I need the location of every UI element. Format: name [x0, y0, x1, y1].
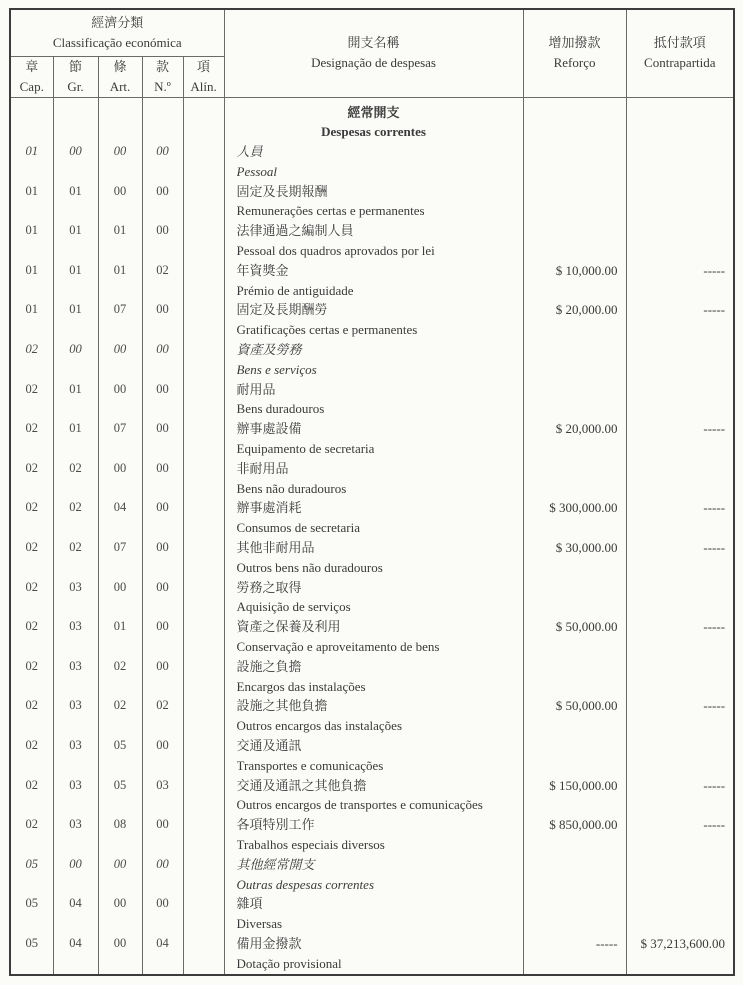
alin-code: [183, 300, 224, 340]
num-code: 00: [142, 498, 183, 538]
reforco-amount: $ 50,000.00: [523, 617, 626, 657]
designation-cell: [224, 380, 523, 420]
reforco-header: [523, 9, 626, 97]
num-code: 00: [142, 538, 183, 578]
alin-code: [183, 696, 224, 736]
contrapartida-amount: [626, 221, 734, 261]
designation-zh: 資產及勞務: [236, 342, 302, 358]
designation-zh: 非耐用品: [236, 460, 289, 476]
gr-code: 03: [53, 696, 98, 736]
designation-pt: Pessoal dos quadros aprovados por lei: [236, 243, 435, 259]
reforco-amount: $ 300,000.00: [523, 498, 626, 538]
section-title-cell: [224, 97, 523, 142]
num-code: 03: [142, 776, 183, 816]
section-title-pt: Despesas correntes: [321, 124, 426, 140]
art-code: 00: [98, 578, 142, 618]
section-header-row: [10, 97, 734, 142]
designation-cell: [224, 261, 523, 301]
contrapartida-amount: [626, 855, 734, 895]
col-header-cap: [10, 56, 53, 97]
designation-pt: Prémio de antiguidade: [236, 282, 354, 298]
contrapartida-amount: $ 37,213,600.00: [626, 934, 734, 975]
contrapartida-amount: -----: [626, 498, 734, 538]
empty-gr-cell: [53, 97, 98, 142]
contrapartida-amount: -----: [626, 696, 734, 736]
section-title-zh: 經常開支: [347, 104, 400, 120]
num-code: 00: [142, 459, 183, 499]
designation-pt: Equipamento de secretaria: [236, 441, 375, 457]
contrapartida-amount: [626, 459, 734, 499]
reforco-amount: [523, 142, 626, 182]
contrapartida-amount: [626, 340, 734, 380]
cap-code: 02: [10, 340, 53, 380]
table-row: [10, 142, 734, 182]
designation-pt: Conservação e aproveitamento de bens: [236, 639, 440, 655]
cap-code: 05: [10, 934, 53, 975]
reforco-amount: -----: [523, 934, 626, 975]
contrapartida-amount: [626, 380, 734, 420]
table-row: [10, 578, 734, 618]
table-row: [10, 855, 734, 895]
designation-zh: 年資獎金: [236, 262, 289, 278]
reforco-amount: $ 10,000.00: [523, 261, 626, 301]
designation-zh: 設施之其他負擔: [236, 698, 328, 714]
art-code: 00: [98, 855, 142, 895]
designation-cell: [224, 300, 523, 340]
designation-pt: Bens não duradouros: [236, 480, 347, 496]
table-row: [10, 300, 734, 340]
col-header-alin-zh: 項: [197, 58, 211, 74]
contrapartida-amount: [626, 578, 734, 618]
contrapartida-amount: [626, 736, 734, 776]
contrapartida-amount: -----: [626, 261, 734, 301]
col-header-gr: [53, 56, 98, 97]
classification-header-pt: Classificação económica: [52, 34, 182, 50]
cap-code: 02: [10, 538, 53, 578]
contrapartida-header-pt: Contrapartida: [644, 55, 716, 71]
contrapartida-header: [626, 9, 734, 97]
gr-code: 00: [53, 855, 98, 895]
col-header-art-pt: Art.: [109, 78, 131, 94]
gr-code: 01: [53, 182, 98, 222]
budget-table: [9, 8, 735, 976]
designation-cell: [224, 419, 523, 459]
cap-code: 02: [10, 617, 53, 657]
reforco-amount: $ 50,000.00: [523, 696, 626, 736]
designation-pt: Outros encargos de transportes e comunicações: [236, 797, 483, 813]
table-row: [10, 459, 734, 499]
designation-zh: 資產之保養及利用: [236, 619, 341, 635]
col-header-alin: [183, 56, 224, 97]
gr-code: 03: [53, 815, 98, 855]
designation-cell: [224, 498, 523, 538]
num-code: 00: [142, 380, 183, 420]
num-code: 02: [142, 261, 183, 301]
art-code: 00: [98, 340, 142, 380]
art-code: 00: [98, 894, 142, 934]
gr-code: 03: [53, 776, 98, 816]
cap-code: 02: [10, 380, 53, 420]
contrapartida-amount: [626, 182, 734, 222]
alin-code: [183, 815, 224, 855]
num-code: 04: [142, 934, 183, 975]
reforco-amount: [523, 894, 626, 934]
designation-pt: Gratificações certas e permanentes: [236, 322, 418, 338]
designation-header-zh: 開支名稱: [347, 35, 400, 51]
contrapartida-amount: -----: [626, 776, 734, 816]
art-code: 01: [98, 617, 142, 657]
num-code: 00: [142, 617, 183, 657]
num-code: 00: [142, 340, 183, 380]
empty-art-cell: [98, 97, 142, 142]
designation-zh: 其他非耐用品: [236, 540, 315, 556]
cap-code: 02: [10, 459, 53, 499]
reforco-amount: [523, 855, 626, 895]
empty-alin-cell: [183, 97, 224, 142]
num-code: 02: [142, 696, 183, 736]
gr-code: 02: [53, 459, 98, 499]
designation-cell: [224, 578, 523, 618]
col-header-num: [142, 56, 183, 97]
designation-zh: 人員: [236, 144, 263, 160]
reforco-amount: $ 20,000.00: [523, 419, 626, 459]
designation-pt: Trabalhos especiais diversos: [236, 836, 385, 852]
col-header-num-pt: N.º: [154, 78, 171, 94]
cap-code: 01: [10, 182, 53, 222]
contrapartida-amount: -----: [626, 300, 734, 340]
num-code: 00: [142, 142, 183, 182]
table-row: [10, 696, 734, 736]
classification-header-zh: 經濟分類: [91, 14, 144, 30]
gr-code: 01: [53, 419, 98, 459]
contrapartida-amount: -----: [626, 617, 734, 657]
contrapartida-amount: [626, 894, 734, 934]
table-row: [10, 617, 734, 657]
num-code: 00: [142, 894, 183, 934]
reforco-amount: [523, 459, 626, 499]
gr-code: 01: [53, 300, 98, 340]
alin-code: [183, 894, 224, 934]
empty-contrapartida-cell: [626, 97, 734, 142]
reforco-amount: [523, 578, 626, 618]
cap-code: 02: [10, 776, 53, 816]
contrapartida-amount: [626, 657, 734, 697]
reforco-header-zh: 增加撥款: [548, 35, 601, 51]
num-code: 00: [142, 578, 183, 618]
designation-pt: Outras despesas correntes: [236, 876, 374, 892]
alin-code: [183, 736, 224, 776]
table-row: [10, 182, 734, 222]
designation-header: [224, 9, 523, 97]
gr-code: 03: [53, 736, 98, 776]
designation-zh: 交通及通訊之其他負擔: [236, 777, 367, 793]
classification-header: [10, 9, 224, 56]
cap-code: 05: [10, 855, 53, 895]
alin-code: [183, 538, 224, 578]
designation-cell: [224, 617, 523, 657]
designation-cell: [224, 934, 523, 975]
designation-pt: Aquisição de serviços: [236, 599, 351, 615]
designation-pt: Remunerações certas e permanentes: [236, 203, 425, 219]
art-code: 00: [98, 142, 142, 182]
designation-cell: [224, 538, 523, 578]
col-header-alin-pt: Alín.: [190, 78, 217, 94]
col-header-art-zh: 條: [113, 58, 127, 74]
designation-pt: Bens duradouros: [236, 401, 325, 417]
contrapartida-amount: -----: [626, 419, 734, 459]
col-header-art: [98, 56, 142, 97]
reforco-amount: [523, 182, 626, 222]
gr-code: 00: [53, 340, 98, 380]
table-row: [10, 538, 734, 578]
designation-cell: [224, 894, 523, 934]
num-code: 00: [142, 300, 183, 340]
art-code: 01: [98, 261, 142, 301]
gr-code: 00: [53, 142, 98, 182]
alin-code: [183, 855, 224, 895]
designation-cell: [224, 815, 523, 855]
reforco-amount: $ 150,000.00: [523, 776, 626, 816]
designation-pt: Consumos de secretaria: [236, 520, 361, 536]
num-code: 00: [142, 855, 183, 895]
reforco-amount: $ 850,000.00: [523, 815, 626, 855]
table-row: [10, 340, 734, 380]
cap-code: 02: [10, 498, 53, 538]
cap-code: 01: [10, 300, 53, 340]
designation-cell: [224, 657, 523, 697]
cap-code: 01: [10, 221, 53, 261]
designation-zh: 交通及通訊: [236, 738, 302, 753]
cap-code: 02: [10, 657, 53, 697]
designation-pt: Bens e serviços: [236, 361, 317, 377]
designation-cell: [224, 221, 523, 261]
gr-code: 03: [53, 578, 98, 618]
gr-code: 04: [53, 934, 98, 975]
designation-cell: [224, 142, 523, 182]
alin-code: [183, 380, 224, 420]
designation-zh: 固定及長期酬勞: [236, 302, 328, 318]
designation-zh: 勞務之取得: [236, 579, 302, 595]
designation-zh: 耐用品: [236, 381, 276, 397]
reforco-amount: $ 20,000.00: [523, 300, 626, 340]
art-code: 08: [98, 815, 142, 855]
designation-pt: Transportes e comunicações: [236, 757, 384, 773]
designation-pt: Diversas: [236, 916, 283, 932]
designation-pt: Pessoal: [236, 163, 277, 179]
reforco-amount: [523, 736, 626, 776]
num-code: 00: [142, 736, 183, 776]
empty-cap-cell: [10, 97, 53, 142]
designation-pt: Outros bens não duradouros: [236, 559, 383, 575]
table-row: [10, 261, 734, 301]
designation-header-pt: Designação de despesas: [311, 55, 436, 71]
designation-cell: [224, 182, 523, 222]
art-code: 00: [98, 380, 142, 420]
table-row: [10, 221, 734, 261]
contrapartida-amount: [626, 142, 734, 182]
art-code: 07: [98, 419, 142, 459]
designation-zh: 辦事處消耗: [236, 500, 302, 516]
art-code: 07: [98, 300, 142, 340]
alin-code: [183, 459, 224, 499]
alin-code: [183, 221, 224, 261]
reforco-amount: [523, 340, 626, 380]
table-row: [10, 934, 734, 975]
alin-code: [183, 261, 224, 301]
gr-code: 02: [53, 498, 98, 538]
contrapartida-amount: -----: [626, 815, 734, 855]
col-header-num-zh: 款: [155, 58, 169, 74]
empty-reforco-cell: [523, 97, 626, 142]
num-code: 00: [142, 182, 183, 222]
col-header-cap-pt: Cap.: [19, 78, 44, 94]
art-code: 04: [98, 498, 142, 538]
reforco-amount: [523, 221, 626, 261]
cap-code: 01: [10, 142, 53, 182]
reforco-header-pt: Reforço: [553, 55, 596, 71]
alin-code: [183, 419, 224, 459]
num-code: 00: [142, 657, 183, 697]
table-row: [10, 657, 734, 697]
art-code: 00: [98, 182, 142, 222]
table-row: [10, 815, 734, 855]
reforco-amount: [523, 657, 626, 697]
designation-pt: Outros encargos das instalações: [236, 718, 403, 734]
designation-zh: 其他經常開支: [236, 856, 315, 872]
art-code: 02: [98, 657, 142, 697]
gr-code: 01: [53, 380, 98, 420]
num-code: 00: [142, 419, 183, 459]
table-row: [10, 736, 734, 776]
num-code: 00: [142, 815, 183, 855]
cap-code: 01: [10, 261, 53, 301]
num-code: 00: [142, 221, 183, 261]
table-header: [10, 9, 734, 97]
designation-pt: Encargos das instalações: [236, 678, 366, 694]
art-code: 05: [98, 776, 142, 816]
cap-code: 02: [10, 578, 53, 618]
cap-code: 02: [10, 419, 53, 459]
cap-code: 05: [10, 894, 53, 934]
art-code: 05: [98, 736, 142, 776]
reforco-amount: $ 30,000.00: [523, 538, 626, 578]
alin-code: [183, 657, 224, 697]
designation-pt: Dotação provisional: [236, 955, 342, 971]
alin-code: [183, 182, 224, 222]
col-header-cap-zh: 章: [25, 58, 39, 74]
alin-code: [183, 617, 224, 657]
col-header-gr-zh: 節: [68, 58, 82, 74]
designation-zh: 法律通過之編制人員: [236, 223, 354, 239]
designation-cell: [224, 736, 523, 776]
art-code: 00: [98, 459, 142, 499]
designation-zh: 各項特別工作: [236, 817, 315, 833]
art-code: 02: [98, 696, 142, 736]
table-body: [10, 97, 734, 975]
designation-zh: 雜項: [236, 896, 263, 912]
table-row: [10, 380, 734, 420]
cap-code: 02: [10, 696, 53, 736]
cap-code: 02: [10, 815, 53, 855]
art-code: 01: [98, 221, 142, 261]
alin-code: [183, 340, 224, 380]
alin-code: [183, 776, 224, 816]
designation-cell: [224, 459, 523, 499]
designation-zh: 設施之負擔: [236, 658, 302, 674]
designation-zh: 備用金撥款: [236, 935, 302, 951]
gr-code: 01: [53, 261, 98, 301]
alin-code: [183, 934, 224, 975]
col-header-gr-pt: Gr.: [67, 78, 84, 94]
table-row: [10, 776, 734, 816]
designation-zh: 辦事處設備: [236, 421, 302, 437]
alin-code: [183, 142, 224, 182]
alin-code: [183, 498, 224, 538]
gr-code: 04: [53, 894, 98, 934]
gr-code: 03: [53, 657, 98, 697]
art-code: 00: [98, 934, 142, 975]
contrapartida-header-zh: 抵付款項: [653, 35, 706, 51]
designation-cell: [224, 776, 523, 816]
gr-code: 01: [53, 221, 98, 261]
gr-code: 03: [53, 617, 98, 657]
reforco-amount: [523, 380, 626, 420]
table-row: [10, 419, 734, 459]
empty-num-cell: [142, 97, 183, 142]
art-code: 07: [98, 538, 142, 578]
designation-cell: [224, 696, 523, 736]
cap-code: 02: [10, 736, 53, 776]
designation-cell: [224, 340, 523, 380]
designation-cell: [224, 855, 523, 895]
table-row: [10, 498, 734, 538]
gr-code: 02: [53, 538, 98, 578]
alin-code: [183, 578, 224, 618]
contrapartida-amount: -----: [626, 538, 734, 578]
designation-zh: 固定及長期報酬: [236, 183, 328, 199]
table-row: [10, 894, 734, 934]
